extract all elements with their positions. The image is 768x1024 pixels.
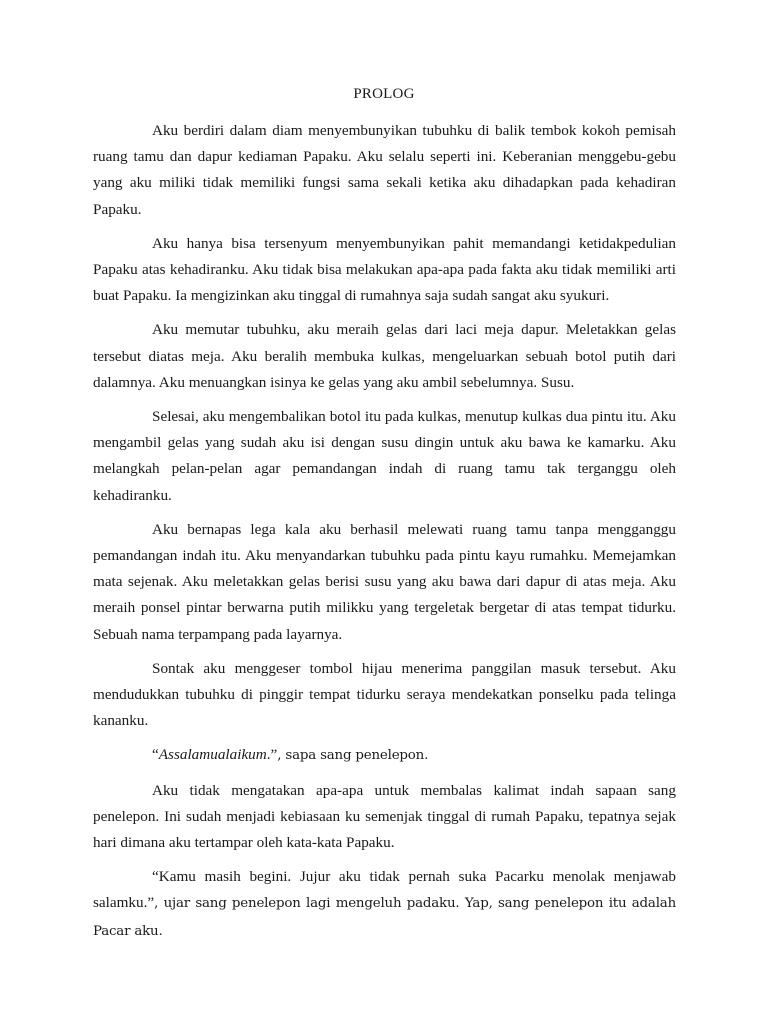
paragraph-8: Aku tidak mengatakan apa-apa untuk membalas kalimat indah sapaan sang penelepon. Ini sudah menjadi kebiasaan ku semenjak tinggal di rumah Papaku, tepatnya sejak hari dimana aku tertampar oleh kata-kata Papaku.	[93, 781, 676, 852]
document-body	[93, 118, 676, 953]
paragraph-4: Selesai, aku mengembalikan botol itu pada kulkas, menutup kulkas dua pintu itu. Aku mengambil gelas yang sudah aku isi dengan susu dingin untuk aku bawa ke kamarku. Aku melangkah pelan-pelan agar pemandangan indah di ruang tamu tak terganggu oleh kehadiranku.	[93, 408, 676, 504]
paragraph-2: Aku hanya bisa tersenyum menyembunyikan pahit memandangi ketidakpedulian Papaku atas kehadiranku. Aku tidak bisa melakukan apa-apa pada fakta aku tidak memiliki arti buat Papaku. Ia mengizinkan aku tinggal di rumahnya saja sudah sangat aku syukuri.	[93, 234, 676, 305]
paragraph-7-greeting	[93, 742, 676, 769]
greeting-italic: Assalamualaikum	[158, 746, 267, 764]
paragraph-6: Sontak aku menggeser tombol hijau menerima panggilan masuk tersebut. Aku mendudukkan tubuhku di pinggir tempat tidurku seraya mendekatkan ponselku pada telinga kananku.	[93, 659, 676, 730]
dialogue-tag: , ujar sang penelepon lagi mengeluh padaku. Yap, sang penelepon itu adalah Pacar aku.	[93, 896, 676, 939]
paragraph-3: Aku memutar tubuhku, aku meraih gelas dari laci meja dapur. Meletakkan gelas tersebut diatas meja. Aku beralih membuka kulkas, mengeluarkan sebuah botol putih dari dalamnya. Aku menuangkan isinya ke gelas yang aku ambil sebelumnya. Susu.	[93, 321, 676, 391]
close-quote: .”	[266, 746, 278, 764]
chapter-title: PROLOG	[353, 86, 415, 102]
open-quote: “	[152, 746, 159, 764]
paragraph-9-dialogue	[93, 864, 676, 945]
dialogue-quote: “Kamu masih begini. Jujur aku tidak pernah suka Pacarku menolak menjawab salamku.”	[93, 868, 676, 912]
paragraph-1: Aku berdiri dalam diam menyembunyikan tubuhku di balik tembok kokoh pemisah ruang tamu dan dapur kediaman Papaku. Aku selalu seperti ini. Keberanian menggebu-gebu yang aku miliki tidak memiliki fungsi sama sekali ketika aku dihadapkan pada kehadiran Papaku.	[93, 122, 676, 218]
paragraph-5: Aku bernapas lega kala aku berhasil melewati ruang tamu tanpa mengganggu pemandangan indah itu. Aku menyandarkan tubuhku pada pintu kayu rumahku. Memejamkan mata sejenak. Aku meletakkan gelas berisi susu yang aku bawa dari dapur di atas meja. Aku meraih ponsel pintar berwarna putih milikku yang tergeletak bergetar di atas tempat tidurku. Sebuah nama terpampang pada layarnya.	[93, 520, 676, 643]
dialogue-tag: , sapa sang penelepon.	[277, 748, 429, 764]
